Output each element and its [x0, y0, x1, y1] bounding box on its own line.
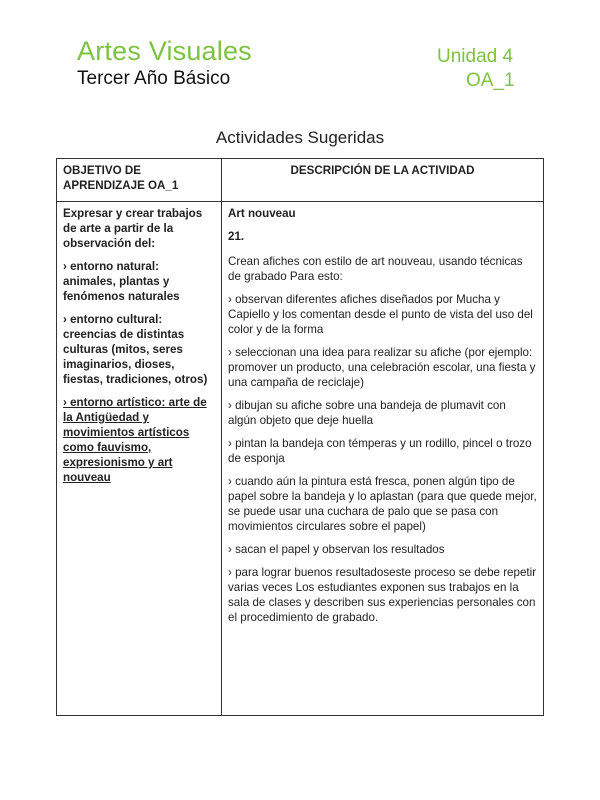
unit-title: Unidad 4 [437, 46, 514, 67]
activities-table-container [56, 158, 544, 716]
section-heading: Actividades Sugeridas [215, 128, 385, 147]
objective-cultural: › entorno cultural: creencias de distintas culturas (mitos, seres imaginarios, dioses, fiestas, tradiciones, otros) [63, 313, 208, 386]
activity-paragraph: › para lograr buenos resultadoseste proceso se debe repetir varias veces Los estudiantes exponen sus trabajos en la sala de clases y describen sus experiencias personales con el procedimiento de grabado. [228, 566, 537, 624]
table-header-row [57, 159, 544, 202]
activity-paragraph: › pintan la bandeja con témperas y un rodillo, pincel o trozo de esponja [228, 437, 532, 465]
activity-title: Art nouveau [228, 207, 296, 220]
description-column-header: DESCRIPCIÓN DE LA ACTIVIDAD [222, 159, 544, 202]
table-body-row [57, 202, 544, 716]
objective-artistic: › entorno artístico: arte de la Antigüedad y movimientos artísticos como fauvismo, expresionismo y art nouveau [63, 396, 207, 484]
objective-column-header: OBJETIVO DE APRENDIZAJE OA_1 [57, 159, 222, 202]
objective-intro: Expresar y crear trabajos de arte a partir de la observación del: [63, 207, 203, 250]
oa-title: OA_1 [466, 70, 515, 91]
activities-table [56, 158, 544, 716]
grade-title: Tercer Año Básico [77, 68, 231, 89]
description-cell [222, 202, 544, 716]
subject-title: Artes Visuales [77, 36, 252, 66]
activity-paragraph: › sacan el papel y observan los resultados [228, 543, 445, 556]
objective-natural: › entorno natural: animales, plantas y fenómenos naturales [63, 260, 180, 303]
activity-paragraph: Crean afiches con estilo de art nouveau, usando técnicas de grabado Para esto: [228, 255, 523, 283]
activity-paragraph: › seleccionan una idea para realizar su afiche (por ejemplo: promover un producto, una celebración escolar, una fiesta y una campaña de reciclaje) [228, 346, 536, 389]
objective-cell [57, 202, 222, 716]
activity-paragraph: › cuando aún la pintura está fresca, ponen algún tipo de papel sobre la bandeja y lo aplastan (para que quede mejor, se puede usar una cuchara de palo que se pasa con movimientos circulares sobre el papel) [228, 475, 537, 533]
activity-paragraph: › dibujan su afiche sobre una bandeja de plumavit con algún objeto que deje huella [228, 399, 506, 427]
activity-paragraph: › observan diferentes afiches diseñados por Mucha y Capiello y los comentan desde el punto de vista del uso del color y de la forma [228, 293, 533, 336]
activity-number: 21. [228, 230, 245, 243]
